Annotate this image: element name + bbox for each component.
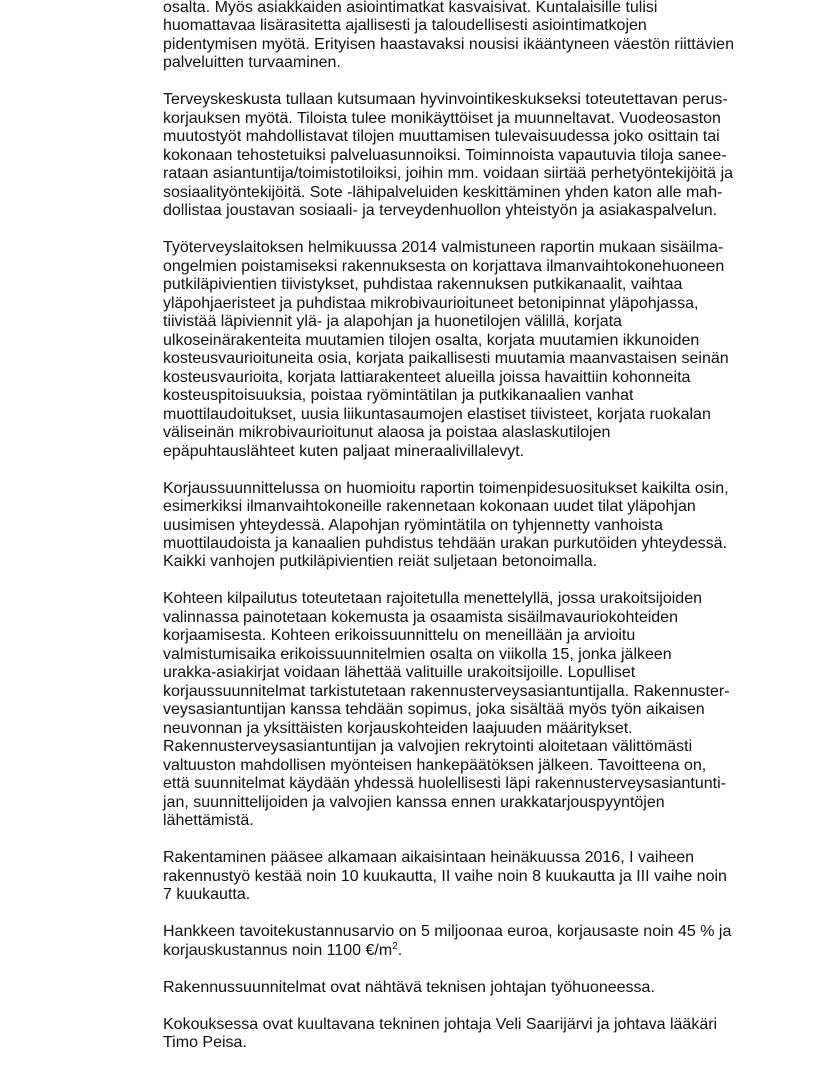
paragraph bbox=[163, 590, 734, 830]
text-line: korjaussuunnitelmat tarkistutetaan rakennusterveysasiantuntijalla. Rakennuster- bbox=[163, 682, 730, 700]
text-line: uusimisen yhteydessä. Alapohjan ryömintätila on tyhjennetty vanhoista bbox=[163, 516, 663, 534]
text-segment: . bbox=[397, 941, 403, 959]
text-line: kosteusvaurioita, korjata lattiarakenteet alueilla joissa havaittiin kohonneita bbox=[163, 368, 691, 386]
paragraph bbox=[163, 239, 734, 461]
text-line: tiivistää läpiviennit ylä- ja alapohjan ja huonetilojen välillä, korjata bbox=[163, 313, 622, 331]
paragraph bbox=[163, 849, 734, 904]
paragraph bbox=[163, 0, 734, 73]
text-line: Korjaussuunnittelussa on huomioitu raportin toimenpidesuositukset kaikilta osin, bbox=[163, 479, 729, 497]
text-line: korjauksen myötä. Tiloista tulee monikäyttöiset ja muunneltavat. Vuodeosaston bbox=[163, 109, 721, 127]
text-line bbox=[163, 942, 734, 960]
text-line: yläpohjaeristeet ja puhdistaa mikrobivaurioituneet betonipinnat yläpohjassa, bbox=[163, 294, 699, 312]
text-line: korjaamisesta. Kohteen erikoissuunnittelu on meneillään ja arvioitu bbox=[163, 627, 636, 645]
text-line: muottilaudoista ja kanaalien puhdistus tehdään urakan purkutöiden yhteydessä. bbox=[163, 535, 727, 552]
text-line: pidentymisen myötä. Erityisen haastavaksi nousisi ikääntyneen väestön riittävien bbox=[163, 35, 734, 53]
text-line: sosiaalityöntekijöitä. Sote -lähipalveluiden keskittäminen yhden katon alle mah- bbox=[163, 183, 723, 201]
text-line: Kohteen kilpailutus toteutetaan rajoitetulla menettelyllä, jossa urakoitsijoiden bbox=[163, 590, 702, 608]
text-line: Rakennussuunnitelmat ovat nähtävä teknisen johtajan työhuoneessa. bbox=[163, 978, 655, 996]
text-line: Rakennusterveysasiantuntijan ja valvojien rekrytointi aloitetaan välittömästi bbox=[163, 738, 693, 756]
text-line: kosteusvaurioituneita osia, korjata paikallisesti muutamia maanvastaisen seinän bbox=[163, 350, 729, 368]
text-line: epäpuhtauslähteet kuten paljaat mineraalivillalevyt. bbox=[163, 442, 525, 460]
paragraph bbox=[163, 923, 734, 960]
text-line: muottilaudoitukset, uusia liikuntasaumojen elastiset tiivisteet, korjata ruokalan bbox=[163, 405, 711, 423]
text-line: Työterveyslaitoksen helmikuussa 2014 valmistuneen raportin mukaan sisäilma- bbox=[163, 239, 724, 257]
text-line: osalta. Myös asiakkaiden asiointimatkat kasvaisivat. Kuntalaisille tulisi bbox=[163, 0, 658, 16]
text-line: rakennustyö kestää noin 10 kuukautta, II vaihe noin 8 kuukautta ja III vaihe noin bbox=[163, 867, 727, 885]
text-line: rataan asiantuntija/toimistotiloiksi, joihin mm. voidaan siirtää perhetyöntekijöitä ja bbox=[163, 165, 734, 183]
text-line: ongelmien poistamiseksi rakennuksesta on korjattava ilmanvaihtokonehuoneen bbox=[163, 257, 725, 275]
paragraph bbox=[163, 1016, 734, 1053]
text-line: urakka-asiakirjat voidaan lähettää valituille urakoitsijoille. Lopulliset bbox=[163, 664, 636, 682]
text-line: lähettämistä. bbox=[163, 812, 254, 830]
paragraph bbox=[163, 91, 734, 220]
text-line: Terveyskeskusta tullaan kutsumaan hyvinvointikeskukseksi toteutettavan perus- bbox=[163, 91, 728, 109]
text-line: Timo Peisa. bbox=[163, 1034, 247, 1051]
text-line: valtuuston mahdollisen myönteisen hankepäätöksen jälkeen. Tavoitteena on, bbox=[163, 756, 707, 774]
text-line: esimerkiksi ilmanvaihtokoneille rakennetaan kokonaan uudet tilat yläpohjan bbox=[163, 498, 696, 516]
text-line: valinnassa painotetaan kokemusta ja osaamista sisäilmavauriokohteiden bbox=[163, 608, 678, 626]
paragraph bbox=[163, 979, 734, 997]
document-body bbox=[163, 0, 734, 1071]
text-line: Kokouksessa ovat kuultavana tekninen johtaja Veli Saarijärvi ja johtava lääkäri bbox=[163, 1015, 718, 1033]
text-line: jan, suunnittelijoiden ja valvojien kanssa ennen urakkatarjouspyyntöjen bbox=[163, 793, 665, 811]
superscript: 2 bbox=[392, 940, 398, 952]
text-segment: korjauskustannus noin 1100 €/m bbox=[163, 941, 393, 959]
text-line: kosteuspitoisuuksia, poistaa ryömintätilan ja putkikanaalien vanhat bbox=[163, 387, 634, 405]
text-line: palveluitten turvaaminen. bbox=[163, 54, 341, 72]
text-line: Hankkeen tavoitekustannusarvio on 5 miljoonaa euroa, korjausaste noin 45 % ja bbox=[163, 923, 732, 941]
text-line: huomattavaa lisärasitetta ajallisesti ja taloudellisesti asiointimatkojen bbox=[163, 17, 647, 35]
text-line: Rakentaminen pääsee alkamaan aikaisintaan heinäkuussa 2016, I vaiheen bbox=[163, 849, 695, 867]
text-line: 7 kuukautta. bbox=[163, 886, 251, 904]
text-line: valmistumisaika erikoissuunnitelmien osalta on viikolla 15, jonka jälkeen bbox=[163, 645, 672, 663]
paragraph bbox=[163, 480, 734, 572]
text-line: kokonaan tehostetuiksi palveluasunnoiksi. Toiminnoista vapautuvia tiloja sanee- bbox=[163, 146, 727, 164]
text-line: että suunnitelmat käydään yhdessä huolellisesti läpi rakennusterveysasiantunti- bbox=[163, 775, 726, 793]
text-line: Kaikki vanhojen putkiläpivientien reiät suljetaan betonoimalla. bbox=[163, 553, 598, 571]
text-line: veysasiantuntijan kanssa tehdään sopimus, joka sisältää myös työn aikaisen bbox=[163, 701, 705, 719]
text-line: putkiläpivientien tiivistykset, puhdistaa rakennuksen putkikanaalit, vaihtaa bbox=[163, 276, 683, 294]
text-line: muutostyöt mahdollistavat tilojen muuttamisen tulevaisuudessa joko osittain tai bbox=[163, 128, 720, 146]
text-line: väliseinän mikrobivaurioitunut alaosa ja poistaa alaslaskutilojen bbox=[163, 424, 611, 442]
text-line: dollistaa joustavan sosiaali- ja terveydenhuollon yhteistyön ja asiakaspalvelun. bbox=[163, 202, 718, 220]
text-line: ulkoseinärakenteita muutamien tilojen osalta, korjata muutamien ikkunoiden bbox=[163, 331, 700, 349]
text-line: neuvonnan ja yksittäisten korjauskohteiden laajuuden määritykset. bbox=[163, 719, 633, 737]
